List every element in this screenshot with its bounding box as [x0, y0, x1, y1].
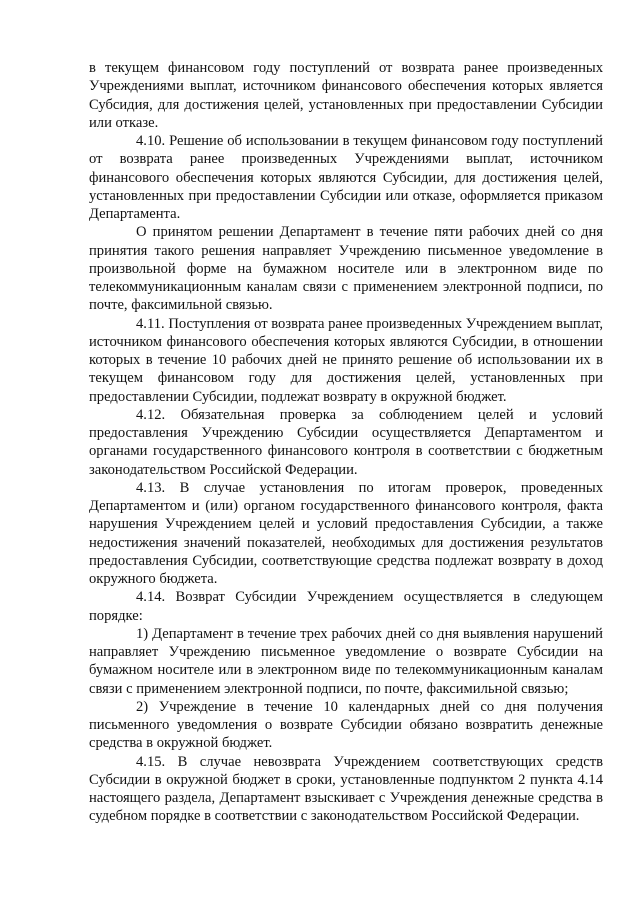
paragraph-continuation: в текущем финансовом году поступлений от возврата ранее произведенных Учреждениями выплат, источником финансового обеспечения которых является Субсидия, для достижения целей, установленных при предоставлении Субсидии или отказе. — [89, 60, 603, 131]
paragraph-notification: О принятом решении Департамент в течение пяти рабочих дней со дня принятия такого решения направляет Учреждению письменное уведомление в произвольной форме на бумажном носителе или в электронном виде по телекоммуникационным каналам связи с применением электронной подписи, по почте, факсимильной связью. — [89, 224, 603, 314]
paragraph-4-11: 4.11. Поступления от возврата ранее произведенных Учреждением выплат, источником финансового обеспечения которых являются Субсидии, в отношении которых в течение 10 рабочих дней не принято решение об использовании их в текущем финансовом году для достижения целей, установленных при предоставлении Субсидии, подлежат возврату в окружной бюджет. — [89, 315, 603, 405]
paragraph-4-14: 4.14. Возврат Субсидии Учреждением осуществляется в следующем порядке: — [89, 589, 603, 624]
paragraph-4-15: 4.15. В случае невозврата Учреждением соответствующих средств Субсидии в окружной бюджет в сроки, установленные подпунктом 2 пункта 4.14 настоящего раздела, Департамент взыскивает с Учреждения денежные средства в судебном порядке в соответствии с законодательством Российской Федерации. — [89, 753, 603, 825]
paragraph-4-14-item-1: 1) Департамент в течение трех рабочих дней со дня выявления нарушений направляет Учреждению письменное уведомление о возврате Субсидии на бумажном носителе или в электронном виде по телекоммуникационным каналам связи с применением электронной подписи, по почте, факсимильной связью; — [89, 625, 603, 697]
paragraph-4-12: 4.12. Обязательная проверка за соблюдением целей и условий предоставления Учреждению Субсидии осуществляется Департаментом и органами государственного финансового контроля в соответствии с бюджетным законодательством Российской Федерации. — [89, 406, 603, 478]
paragraph-4-10: 4.10. Решение об использовании в текущем финансовом году поступлений от возврата ранее произведенных Учреждениями выплат, источником финансового обеспечения которых являются Субсидии, для достижения целей, установленных при предоставлении Субсидии или отказе, оформляется приказом Департамента. — [89, 133, 603, 222]
document-page — [89, 59, 603, 826]
paragraph-4-14-item-2: 2) Учреждение в течение 10 календарных дней со дня получения письменного уведомления о возврате Субсидии обязано возвратить денежные средства в окружной бюджет. — [89, 698, 603, 752]
paragraph-4-13: 4.13. В случае установления по итогам проверок, проведенных Департаментом и (или) органом государственного финансового контроля, факта нарушения Учреждением целей и условий предоставления Субсидии, а также недостижения значений показателей, необходимых для достижения результатов предоставления Субсидии, соответствующие средства подлежат возврату в доход окружного бюджета. — [89, 479, 603, 587]
